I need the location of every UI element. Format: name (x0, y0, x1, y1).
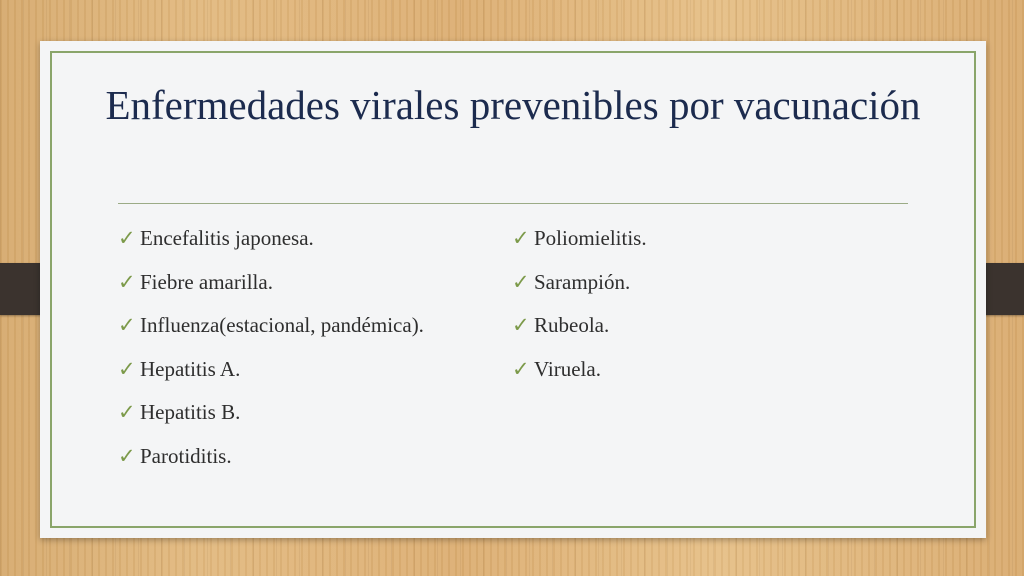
left-disease-list (118, 224, 424, 485)
checkmark-icon: ✓ (512, 269, 530, 294)
list-item (118, 311, 424, 355)
title-divider (118, 203, 908, 204)
checkmark-icon: ✓ (512, 313, 530, 337)
list-item-label: Hepatitis B. (140, 400, 241, 424)
list-item (118, 224, 424, 268)
list-item-label: Hepatitis A. (140, 356, 241, 381)
checkmark-icon: ✓ (118, 356, 136, 381)
list-item (512, 311, 647, 355)
list-item-label: Viruela. (534, 356, 601, 381)
list-item (118, 268, 424, 312)
checkmark-icon: ✓ (118, 313, 136, 337)
list-item-label: Fiebre amarilla. (140, 269, 273, 294)
list-item (118, 355, 424, 399)
list-item (118, 442, 424, 486)
checkmark-icon: ✓ (512, 356, 530, 381)
checkmark-icon: ✓ (512, 226, 530, 250)
slide-card (40, 41, 986, 538)
list-item-label: Parotiditis. (140, 443, 232, 468)
list-item (512, 268, 647, 312)
slide-title: Enfermedades virales prevenibles por vacunación (105, 82, 921, 128)
list-item-label: Rubeola. (534, 313, 610, 337)
checkmark-icon: ✓ (118, 400, 136, 424)
list-item-label: Influenza(estacional, pandémica). (140, 313, 424, 337)
list-item-label: Poliomielitis. (534, 226, 647, 250)
list-item-label: Encefalitis japonesa. (140, 226, 314, 250)
checkmark-icon: ✓ (118, 269, 136, 294)
list-item (512, 355, 647, 399)
checkmark-icon: ✓ (118, 226, 136, 250)
right-disease-list (512, 224, 647, 398)
list-item (118, 398, 424, 442)
checkmark-icon: ✓ (118, 443, 136, 468)
list-item (512, 224, 647, 268)
list-item-label: Sarampión. (534, 269, 631, 294)
